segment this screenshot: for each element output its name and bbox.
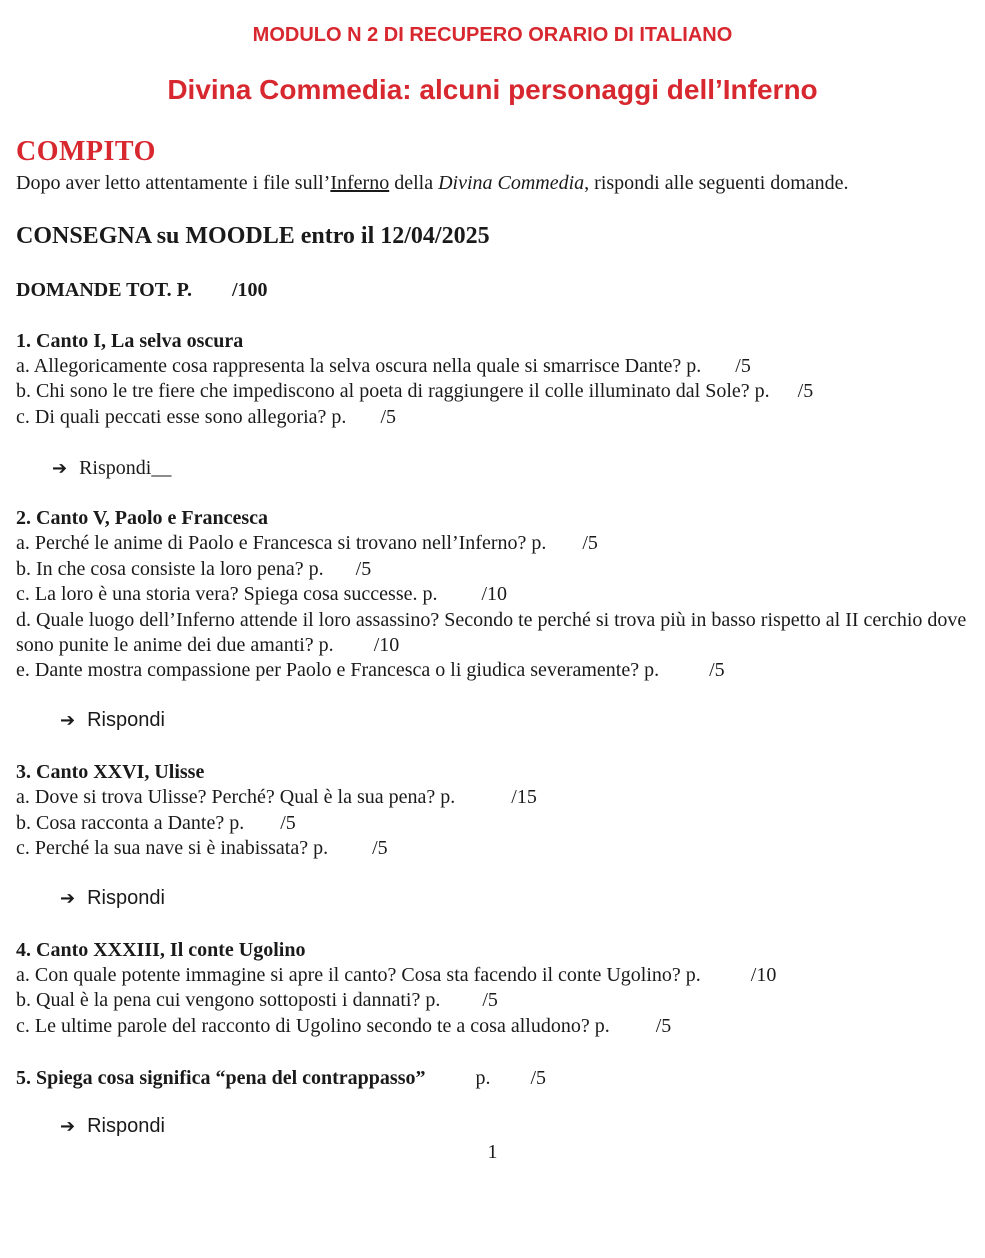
question-score: /5 <box>355 558 372 580</box>
total-points <box>16 279 268 302</box>
question-text: c. Di quali peccati esse sono allegoria? p. <box>16 406 347 428</box>
question-score: /5 <box>709 659 725 681</box>
question-text: a. Dove si trova Ulisse? Perché? Qual è la sua pena? p. <box>16 786 456 808</box>
section-title: 1. Canto I, La selva oscura <box>16 330 244 352</box>
question <box>16 786 537 809</box>
question-score: /10 <box>373 634 400 656</box>
task-heading: COMPITO <box>16 136 156 167</box>
question <box>16 380 813 403</box>
task-intro <box>16 172 849 195</box>
answer-prompt[interactable] <box>60 887 165 910</box>
question-score: /5 <box>380 406 396 428</box>
answer-label: Rispondi <box>87 887 165 909</box>
question <box>16 355 751 378</box>
question-score: /5 <box>372 837 388 859</box>
arrow-right-icon: ➔ <box>52 458 68 479</box>
answer-label: Rispondi <box>87 709 165 731</box>
section-title <box>16 1067 546 1090</box>
section-title-text: 5. Spiega cosa significa “pena del contrappasso” <box>16 1067 426 1089</box>
points-label: p. <box>475 1067 491 1089</box>
question-text: c. La loro è una storia vera? Spiega cosa successe. p. <box>16 583 438 605</box>
intro-text: della <box>389 172 439 194</box>
question <box>16 964 776 987</box>
question-text: b. Cosa racconta a Dante? p. <box>16 812 245 834</box>
question <box>16 1015 671 1038</box>
question-score: /10 <box>750 964 777 986</box>
answer-prompt[interactable] <box>60 1115 165 1138</box>
question <box>16 659 725 682</box>
question-text: a. Perché le anime di Paolo e Francesca si trovano nell’Inferno? p. <box>16 532 547 554</box>
question <box>16 608 971 658</box>
question-text: b. Chi sono le tre fiere che impediscono al poeta di raggiungere il colle illuminato dal Sole? p. <box>16 380 770 402</box>
question <box>16 406 396 429</box>
question-text: e. Dante mostra compassione per Paolo e Francesca o li giudica severamente? p. <box>16 659 660 681</box>
question-text: d. Quale luogo dell’Inferno attende il loro assassino? Secondo te perché si trova più in basso rispetto al II cerchio dove sono punite le anime dei due amanti? p. <box>16 609 967 656</box>
question-score: /5 <box>655 1015 672 1037</box>
question <box>16 583 507 606</box>
question-text: c. Perché la sua nave si è inabissata? p. <box>16 837 329 859</box>
question-text: b. In che cosa consiste la loro pena? p. <box>16 558 324 580</box>
total-label: DOMANDE TOT. P. <box>16 279 192 301</box>
answer-label: Rispondi <box>87 1115 165 1137</box>
page-number: 1 <box>487 1141 498 1163</box>
section-title: 2. Canto V, Paolo e Francesca <box>16 507 269 529</box>
question <box>16 532 598 555</box>
total-score: /100 <box>231 279 268 301</box>
question <box>16 812 296 835</box>
question-score: /5 <box>735 355 751 377</box>
question-score: /5 <box>797 380 814 402</box>
intro-italic: Divina Commedia <box>438 172 585 194</box>
question-score: /5 <box>280 812 296 834</box>
section-title: 3. Canto XXVI, Ulisse <box>16 761 205 783</box>
question-score: /5 <box>530 1067 547 1089</box>
question-text: b. Qual è la pena cui vengono sottoposti i dannati? p. <box>16 989 441 1011</box>
answer-label: Rispondi__ <box>79 457 172 479</box>
arrow-right-icon: ➔ <box>60 710 76 731</box>
arrow-right-icon: ➔ <box>60 1116 76 1137</box>
question-text: a. Con quale potente immagine si apre il canto? Cosa sta facendo il conte Ugolino? p. <box>16 964 701 986</box>
answer-prompt[interactable] <box>52 457 171 480</box>
question-text: a. Allegoricamente cosa rappresenta la selva oscura nella quale si smarrisce Dante? p. <box>16 355 702 377</box>
question-text: c. Le ultime parole del racconto di Ugolino secondo te a cosa alludono? p. <box>16 1015 610 1037</box>
question-score: /5 <box>482 989 498 1011</box>
intro-text: Dopo aver letto attentamente i file sull’ <box>16 172 331 194</box>
arrow-right-icon: ➔ <box>60 888 76 909</box>
question-score: /5 <box>582 532 598 554</box>
main-title: Divina Commedia: alcuni personaggi dell’Inferno <box>167 74 818 105</box>
question-score: /10 <box>481 583 508 605</box>
module-title: MODULO N 2 DI RECUPERO ORARIO DI ITALIANO <box>252 24 733 46</box>
section-title: 4. Canto XXXIII, Il conte Ugolino <box>16 939 306 961</box>
delivery-deadline: CONSEGNA su MOODLE entro il 12/04/2025 <box>16 223 490 249</box>
question <box>16 558 371 581</box>
answer-prompt[interactable] <box>60 709 165 732</box>
question <box>16 989 498 1012</box>
question <box>16 837 388 860</box>
inferno-link[interactable]: Inferno <box>330 172 390 194</box>
question-score: /15 <box>511 786 537 808</box>
intro-text: , rispondi alle seguenti domande. <box>584 172 849 194</box>
